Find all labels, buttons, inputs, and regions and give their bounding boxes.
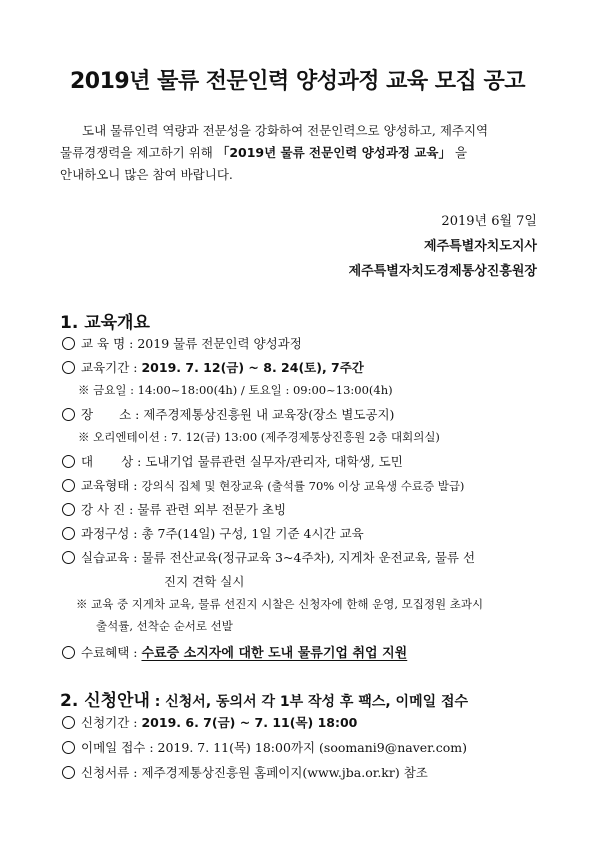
target-label-a: 대 [81,454,94,469]
orientation-note: ※ 오리엔테이션 : 7. 12(금) 13:00 (제주경제통상진흥원 2층 대회의실) [78,430,440,444]
target-label-b: 상 : [121,454,142,469]
structure-value: 총 7주(14일) 구성, 1일 기준 4시간 교육 [141,526,364,541]
intro-line-2-a: 물류경쟁력을 제고하기 위해 [60,145,217,160]
type-value: 강의식 집체 및 현장교육 (출석률 70% 이상 교육생 수료증 발급) [141,479,465,493]
instructors-row [62,500,286,518]
practice-note-line-1: ※ 교육 중 지게차 교육, 물류 선진지 시찰은 신청자에 한해 운영, 모집정원 초과시 [76,597,484,611]
program-name: 「2019년 물류 전문인력 양성과정 교육」 [216,145,452,160]
issuer-governor: 제주특별자치도지사 [423,239,537,254]
place-label-a: 장 [81,407,106,422]
issuer-agency: 제주특별자치도경제통상진흥원장 [348,264,537,279]
place-value: 제주경제통상진흥원 내 교육장(장소 별도공지) [143,407,395,422]
period-row [62,358,364,376]
structure-label: 과정구성 : [81,526,138,541]
practice-row [62,548,475,566]
section-2-subtitle: : 신청서, 동의서 각 1부 작성 후 팩스, 이메일 접수 [149,694,469,710]
practice-label: 실습교육 : [81,550,138,565]
email-label: 이메일 접수 : [81,740,154,755]
section-1-heading: 1. 교육개요 [60,313,150,333]
instructors-label: 강 사 진 : [81,502,134,517]
intro-paragraph [60,120,560,186]
circle-bullet-icon [62,646,75,659]
target-value: 도내기업 물류관련 실무자/관리자, 대학생, 도민 [145,454,403,469]
intro-line-1: 도내 물류인력 역량과 전문성을 강화하여 전문인력으로 양성하고, 제주지역 [82,123,489,138]
period-label: 교육기간 : [81,360,138,375]
place-label-b: 소 : [119,407,140,422]
documents-value: 제주경제통상진흥원 홈페이지(www.jba.or.kr) 참조 [141,765,428,780]
circle-bullet-icon [62,741,75,754]
instructors-value: 물류 관련 외부 전문가 초빙 [137,502,287,517]
intro-line-2 [60,142,560,164]
intro-line-2-c: 을 [451,145,468,160]
type-row [62,476,464,494]
circle-bullet-icon [62,503,75,516]
circle-bullet-icon [62,766,75,779]
apply-period-value: 2019. 6. 7(금) ~ 7. 11(목) 18:00 [141,715,358,730]
circle-bullet-icon [62,716,75,729]
announcement-date: 2019년 6월 7일 [441,214,537,229]
place-row [62,405,394,423]
documents-row [62,763,428,781]
circle-bullet-icon [62,408,75,421]
practice-value-line-1: 물류 전산교육(정규교육 3~4주차), 지게차 운전교육, 물류 선 [141,550,476,565]
circle-bullet-icon [62,361,75,374]
benefit-label: 수료혜택 : [81,645,138,660]
circle-bullet-icon [62,455,75,468]
apply-period-row [62,713,357,731]
target-row [62,452,403,470]
email-value: 2019. 7. 11(목) 18:00까지 (soomani9@naver.com) [157,740,467,755]
type-label: 교육형태 : [81,478,138,493]
circle-bullet-icon [62,527,75,540]
circle-bullet-icon [62,551,75,564]
circle-bullet-icon [62,337,75,350]
intro-line-3: 안내하오니 많은 참여 바랍니다. [60,167,233,182]
section-2-heading [60,686,468,711]
course-name-row [62,334,302,352]
email-row [62,738,467,756]
period-note: ※ 금요일 : 14:00~18:00(4h) / 토요일 : 09:00~13:00(4h) [78,383,393,397]
practice-value-line-2: 진지 견학 실시 [164,574,245,589]
section-2-title: 2. 신청안내 [60,691,150,711]
benefit-value: 수료증 소지자에 대한 도내 물류기업 취업 지원 [141,646,408,661]
documents-label: 신청서류 : [81,765,138,780]
course-name-value: 2019 물류 전문인력 양성과정 [137,336,302,351]
apply-period-label: 신청기간 : [81,715,138,730]
course-name-label: 교 육 명 : [81,336,134,351]
page-title: 2019년 물류 전문인력 양성과정 교육 모집 공고 [70,69,525,94]
structure-row [62,524,364,542]
benefit-row [62,642,407,661]
period-value: 2019. 7. 12(금) ~ 8. 24(토), 7주간 [141,360,364,375]
practice-note-line-2: 출석률, 선착순 순서로 선발 [96,619,233,633]
circle-bullet-icon [62,479,75,492]
